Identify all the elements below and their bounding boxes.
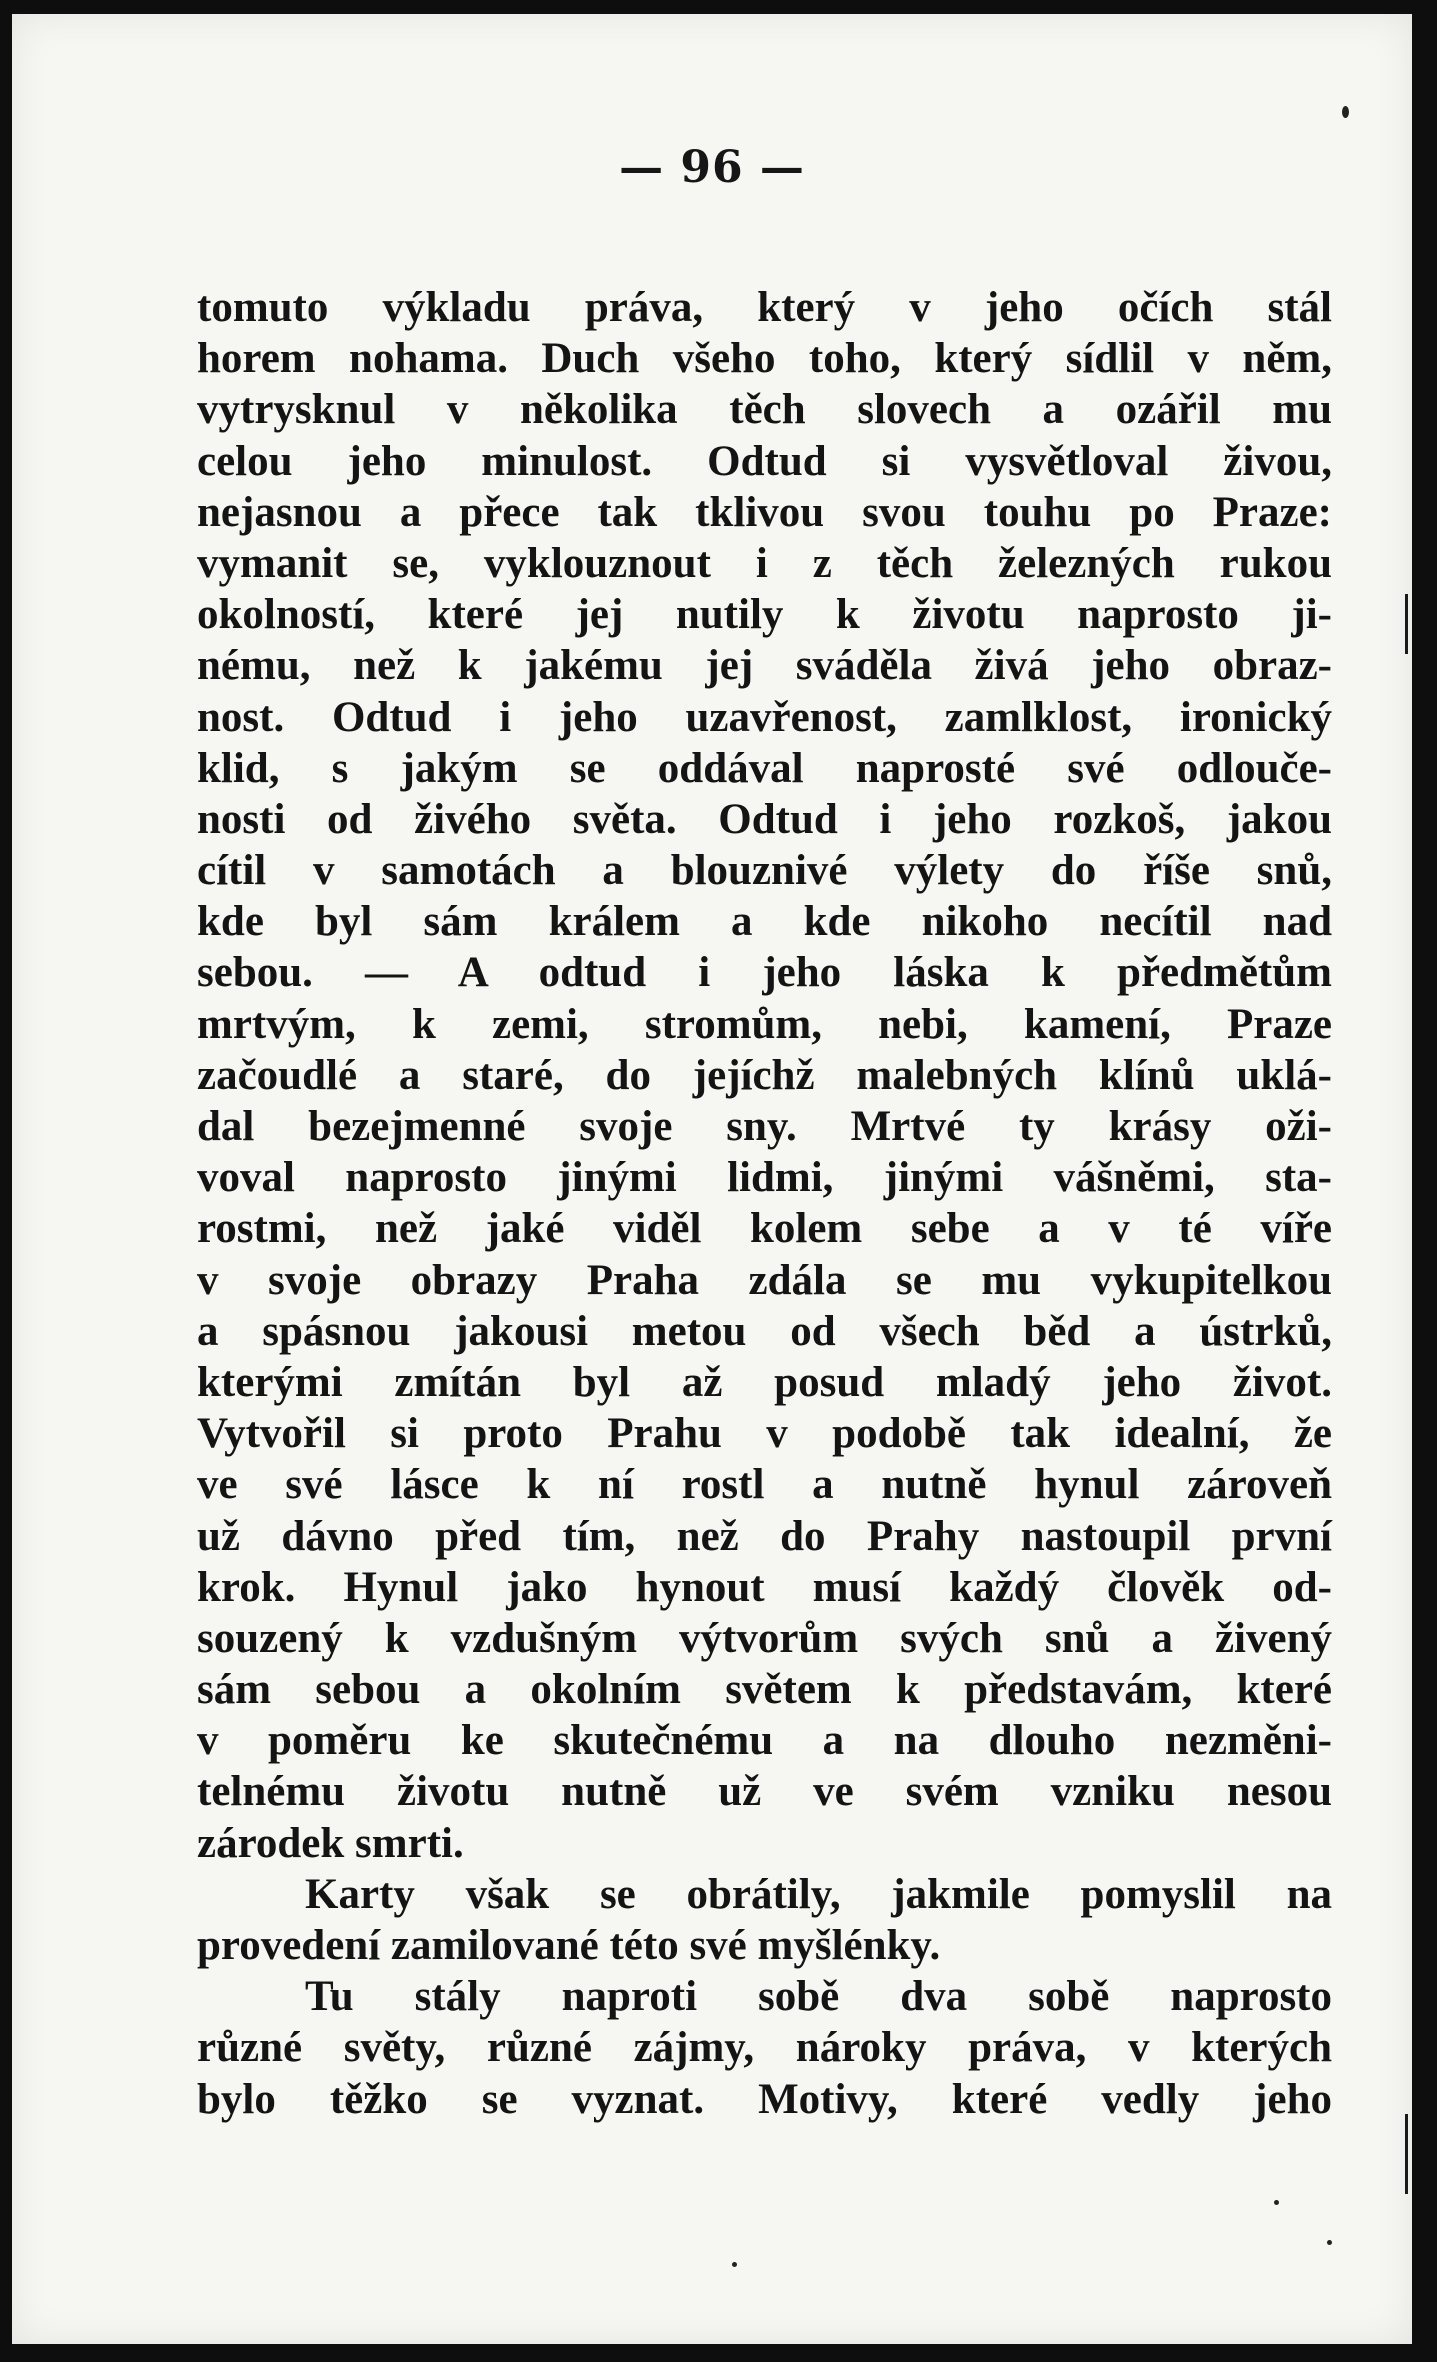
text-line: už dávno před tím, než do Prahy nastoupil první	[197, 1512, 1332, 1560]
scan-speck	[1274, 2200, 1279, 2205]
text-line: ve své lásce k ní rostl a nutně hynul zároveň	[197, 1461, 1332, 1509]
text-line: kterými zmítán byl až posud mladý jeho život.	[197, 1358, 1332, 1406]
book-page	[12, 14, 1412, 2344]
text-line: rostmi, než jaké viděl kolem sebe a v té víře	[197, 1205, 1332, 1253]
text-line: nému, než k jakému jej sváděla živá jeho obraz-	[197, 642, 1332, 690]
page-number: — 96 —	[619, 142, 805, 193]
scan-speck	[732, 2262, 737, 2267]
text-line: sám sebou a okolním světem k představám, které	[197, 1666, 1332, 1714]
text-line: mrtvým, k zemi, stromům, nebi, kamení, Praze	[197, 1000, 1332, 1048]
text-line: souzený k vzdušným výtvorům svých snů a živený	[197, 1614, 1332, 1662]
text-line: vytrysknul v několika těch slovech a ozářil mu	[197, 386, 1332, 434]
body-text	[197, 282, 1332, 2125]
page-edge-rule	[1405, 2114, 1408, 2194]
text-line: krok. Hynul jako hynout musí každý člověk od-	[197, 1563, 1332, 1611]
text-line: provedení zamilované této své myšlénky.	[197, 1922, 941, 1969]
text-line: začoudlé a staré, do jejíchž malebných klínů uklá-	[197, 1051, 1332, 1099]
text-line: vymanit se, vyklouznout i z těch železných rukou	[197, 539, 1332, 587]
page-edge-rule	[1405, 594, 1408, 654]
text-line: dal bezejmenné svoje sny. Mrtvé ty krásy oži-	[197, 1103, 1332, 1150]
text-line: klid, s jakým se oddával naprosté své odlouče-	[197, 744, 1332, 792]
text-line: Tu stály naproti sobě dva sobě naprosto	[305, 1973, 1332, 2021]
text-line: bylo těžko se vyznat. Motivy, které vedly jeho	[197, 2075, 1332, 2123]
text-line: nejasnou a přece tak tklivou svou touhu po Praze:	[197, 488, 1332, 536]
text-line: voval naprosto jinými lidmi, jinými vášněmi, sta-	[197, 1154, 1332, 1202]
text-line: nost. Odtud i jeho uzavřenost, zamlklost, ironický	[197, 693, 1332, 741]
text-line: Vytvořil si proto Prahu v podobě tak idealní, že	[197, 1410, 1332, 1458]
text-line: horem nohama. Duch všeho toho, který sídlil v něm,	[197, 335, 1332, 383]
text-line: a spásnou jakousi metou od všech běd a ústrků,	[197, 1307, 1332, 1355]
scan-speck	[1327, 2240, 1332, 2245]
text-line: telnému životu nutně už ve svém vzniku nesou	[197, 1768, 1332, 1816]
text-line: cítil v samotách a blouznivé výlety do říše snů,	[197, 847, 1332, 895]
scan-speck	[1342, 106, 1349, 118]
text-line: celou jeho minulost. Odtud si vysvětloval živou,	[197, 437, 1332, 485]
text-line: Karty však se obrátily, jakmile pomyslil na	[305, 1870, 1332, 1918]
text-line: v svoje obrazy Praha zdála se mu vykupitelkou	[197, 1256, 1332, 1304]
text-line: v poměru ke skutečnému a na dlouho nezměni-	[197, 1717, 1332, 1765]
text-line: sebou. — A odtud i jeho láska k předmětům	[197, 949, 1332, 997]
text-line: kde byl sám králem a kde nikoho necítil nad	[197, 898, 1332, 946]
text-line: zárodek smrti.	[197, 1819, 464, 1867]
text-line: tomuto výkladu práva, který v jeho očích stál	[197, 284, 1332, 331]
text-line: nosti od živého světa. Odtud i jeho rozkoš, jakou	[197, 795, 1332, 843]
text-line: okolností, které jej nutily k životu naprosto ji-	[197, 591, 1332, 639]
text-line: různé světy, různé zájmy, nároky práva, v kterých	[197, 2024, 1332, 2072]
